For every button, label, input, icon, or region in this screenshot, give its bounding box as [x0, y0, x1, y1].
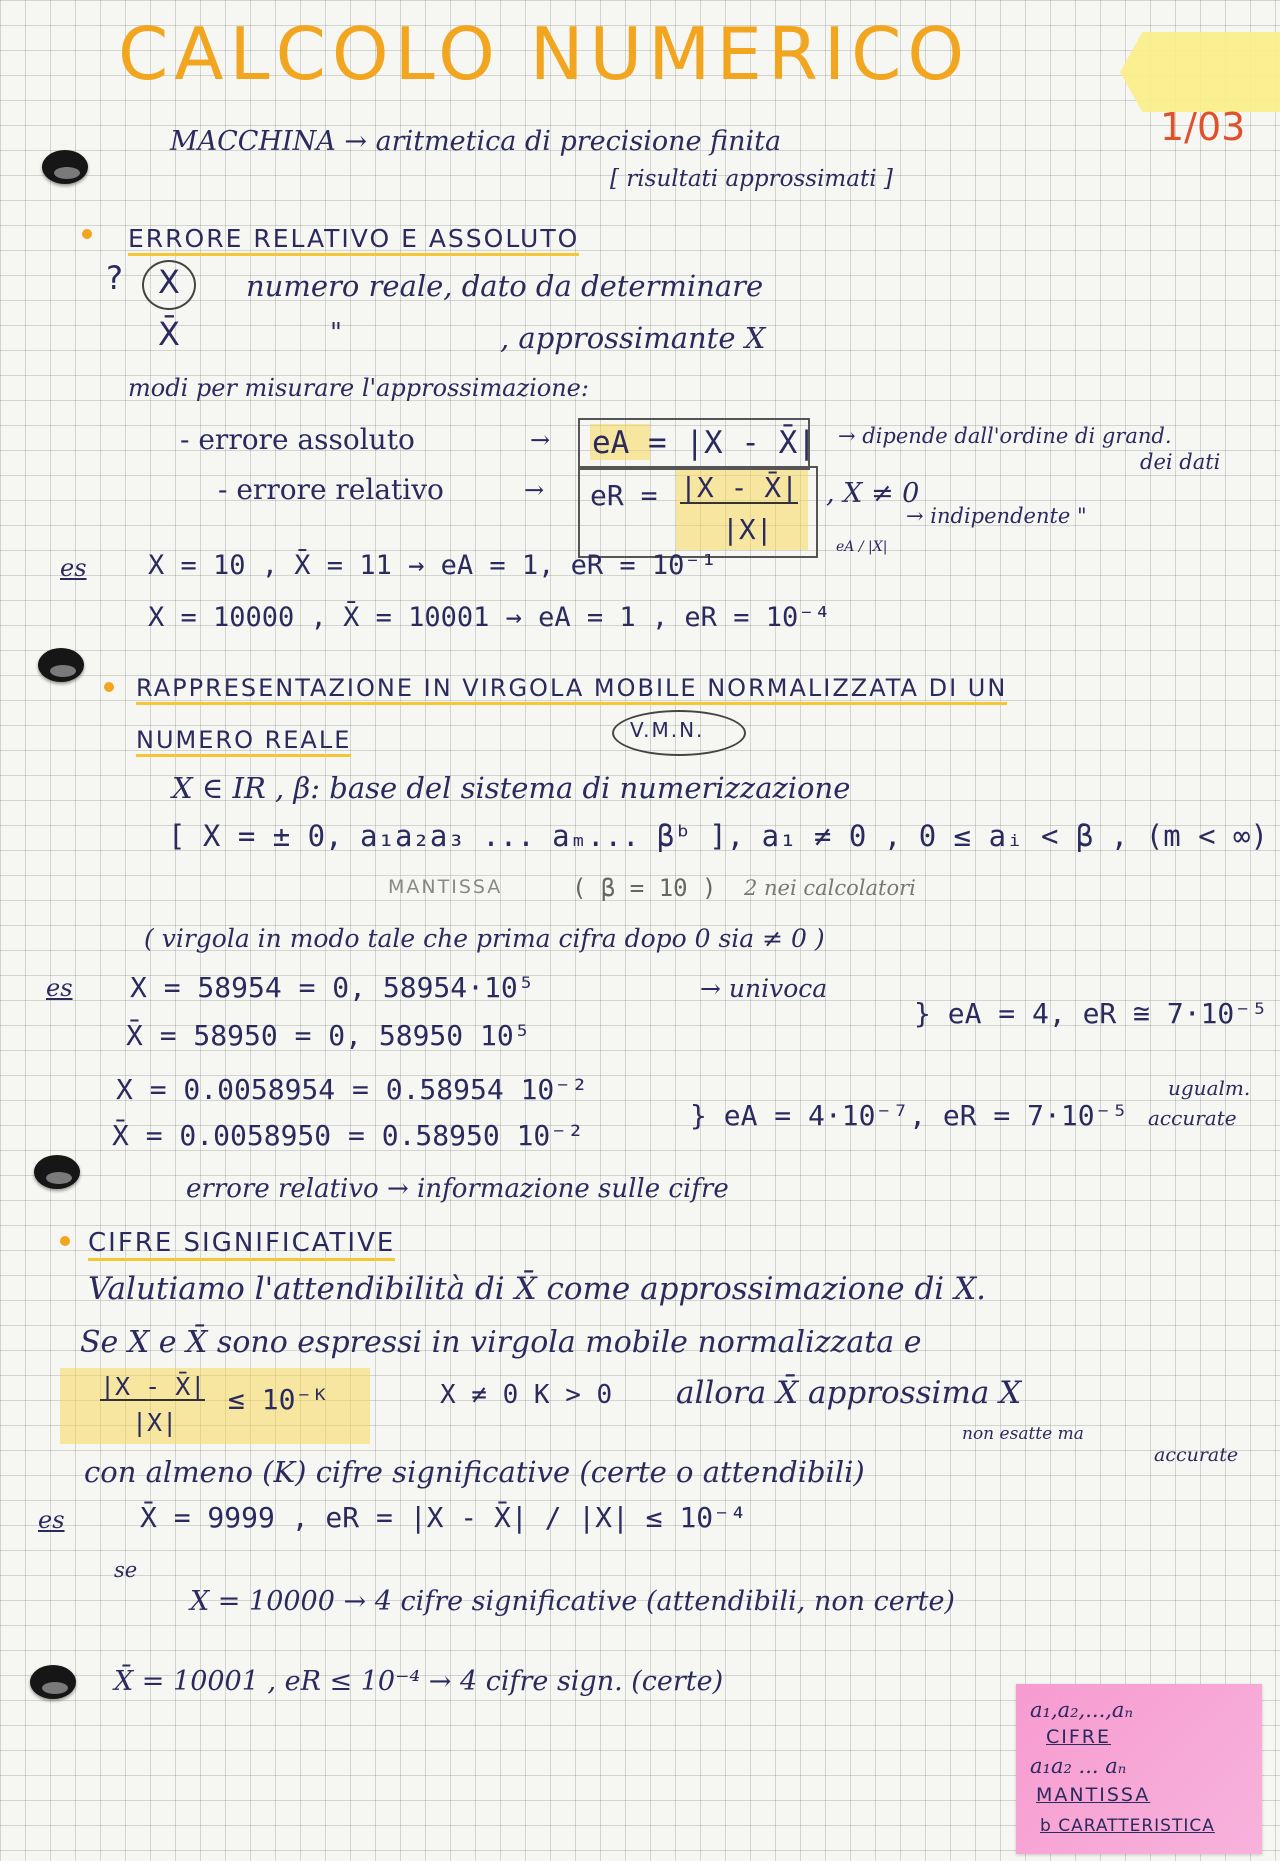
- bullet-icon: [104, 682, 114, 692]
- abs-error-formula: eA = |X - X̄|: [592, 425, 816, 461]
- example-error: } eA = 4, eR ≅ 7·10⁻⁵: [914, 997, 1269, 1030]
- ineq-denominator: |X|: [132, 1408, 178, 1437]
- rel-numerator: |X - X̄|: [680, 471, 799, 504]
- abbreviation: V.M.N.: [630, 718, 705, 742]
- paragraph: Valutiamo l'attendibilità di X̄ come approssimazione di X.: [88, 1271, 986, 1307]
- definition-text: X ∈ IR , β: base del sistema di numerizzazione: [172, 771, 851, 805]
- paragraph: Se X e X̄ sono espressi in virgola mobile normalizzata e: [80, 1325, 922, 1360]
- example-line: X̄ = 9999 , eR = |X - X̄| / |X| ≤ 10⁻⁴: [140, 1501, 747, 1534]
- section-heading: RAPPRESENTAZIONE IN VIRGOLA MOBILE NORMALIZZATA DI UN: [136, 676, 1007, 705]
- intro-note: [ risultati approssimati ]: [610, 166, 893, 192]
- example-line: X = 0.0058954 = 0.58954 10⁻²: [116, 1073, 589, 1106]
- section-heading: ERRORE RELATIVO E ASSOLUTO: [128, 226, 579, 256]
- note-text: ( virgola in modo tale che prima cifra dopo 0 sia ≠ 0 ): [144, 924, 825, 953]
- binder-hole: [34, 1155, 80, 1189]
- definition-text: numero reale, dato da determinare: [246, 269, 764, 303]
- symbol-x: X: [158, 263, 182, 301]
- sticky-line: CIFRE: [1046, 1726, 1112, 1748]
- sticky-line: MANTISSA: [1036, 1784, 1151, 1806]
- binder-hole: [30, 1665, 76, 1699]
- se-label: se: [114, 1558, 138, 1582]
- example-line: X = 10000 → 4 cifre significative (attendibili, non certe): [190, 1586, 955, 1617]
- sticky-note: [1016, 1684, 1262, 1854]
- sticky-line: b CARATTERISTICA: [1040, 1816, 1215, 1836]
- abs-error-label: - errore assoluto: [180, 423, 415, 456]
- symbol-xbar: X̄: [158, 315, 182, 353]
- ditto-mark: ": [330, 318, 342, 348]
- rel-denominator: |X|: [722, 513, 773, 546]
- calc-note: 2 nei calcolatori: [744, 876, 916, 900]
- section-heading: CIFRE SIGNIFICATIVE: [88, 1230, 395, 1261]
- example-line: X = 58954 = 0, 58954·10⁵: [130, 971, 535, 1004]
- binder-hole: [38, 648, 84, 682]
- vmn-formula: [ X = ± 0, a₁a₂a₃ ... aₘ... βᵇ ], a₁ ≠ 0 , 0 ≤ aᵢ < β , (m < ∞): [168, 819, 1268, 853]
- sticky-line: a₁,a₂,...,aₙ: [1030, 1698, 1133, 1722]
- side-note: ugualm.: [1168, 1076, 1251, 1100]
- example-line: X̄ = 10001 , eR ≤ 10⁻⁴ → 4 cifre sign. (certe): [114, 1666, 724, 1697]
- rel-error-formula: eR =: [590, 479, 658, 512]
- question-mark: ?: [106, 259, 125, 297]
- example-line: X̄ = 58950 = 0, 58950 10⁵: [126, 1019, 531, 1052]
- sticky-line: a₁a₂ ... aₙ: [1030, 1754, 1127, 1778]
- modi-text: modi per misurare l'approssimazione:: [128, 374, 589, 402]
- rel-error-label: - errore relativo: [218, 473, 444, 506]
- side-note: accurate: [1154, 1444, 1239, 1466]
- example-line: X̄ = 0.0058950 = 0.58950 10⁻²: [112, 1119, 585, 1152]
- bullet-icon: [82, 229, 92, 239]
- example-line: X = 10 , X̄ = 11 → eA = 1, eR = 10⁻¹: [148, 550, 717, 581]
- section-heading: NUMERO REALE: [136, 728, 351, 757]
- definition-text: , approssimante X: [500, 321, 766, 355]
- rel-condition: , X ≠ 0: [826, 478, 920, 509]
- example-line: X = 10000 , X̄ = 10001 → eA = 1 , eR = 10⁻⁴: [148, 602, 831, 633]
- condition: X ≠ 0 K > 0: [440, 1380, 613, 1410]
- side-note: eA / |X|: [836, 539, 888, 555]
- mantissa-label: MANTISSA: [388, 876, 503, 898]
- arrow-icon: →: [524, 476, 545, 504]
- arrow-icon: →: [530, 426, 551, 454]
- page-title: CALCOLO NUMERICO: [118, 12, 971, 96]
- example-label: es: [38, 1506, 65, 1534]
- bullet-icon: [60, 1236, 70, 1246]
- sticky-tab-yellow: [1120, 32, 1280, 112]
- example-label: es: [60, 554, 87, 582]
- side-note: accurate: [1148, 1106, 1237, 1130]
- page-number: 1/03: [1160, 105, 1246, 149]
- example-label: es: [46, 974, 73, 1002]
- rel-note: → indipendente ": [906, 504, 1087, 528]
- ineq-rhs: ≤ 10⁻ᴷ: [228, 1383, 330, 1416]
- beta-note: ( β = 10 ): [572, 874, 717, 902]
- binder-hole: [42, 150, 88, 184]
- intro-line: MACCHINA → aritmetica di precisione finita: [170, 126, 782, 157]
- abs-note: dei dati: [1140, 450, 1221, 474]
- example-note: → univoca: [700, 974, 828, 1003]
- paragraph: con almeno (K) cifre significative (certe o attendibili): [84, 1455, 865, 1489]
- abs-note: → dipende dall'ordine di grand.: [838, 424, 1172, 448]
- example-error: } eA = 4·10⁻⁷, eR = 7·10⁻⁵: [690, 1099, 1129, 1132]
- conclusion: allora X̄ approssima X: [676, 1375, 1022, 1411]
- ineq-numerator: |X - X̄|: [100, 1372, 206, 1401]
- note-text: errore relativo → informazione sulle cifre: [186, 1174, 729, 1204]
- side-note: non esatte ma: [962, 1424, 1084, 1444]
